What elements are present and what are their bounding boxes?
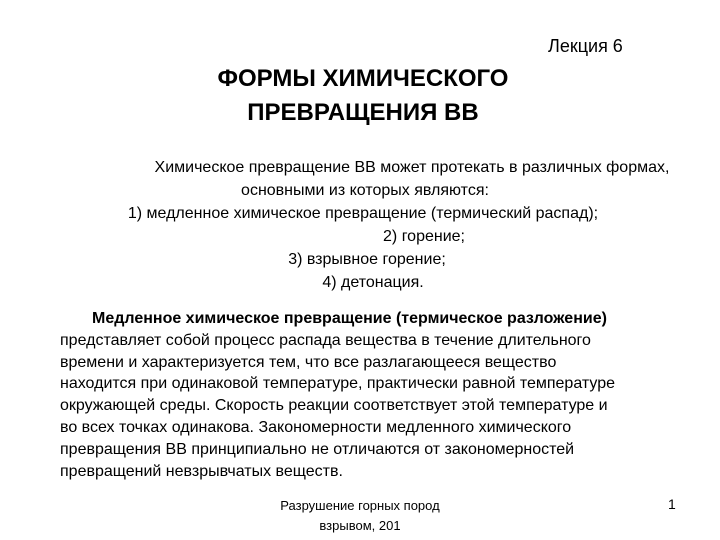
paragraph-line: превращений невзрывчатых веществ. bbox=[60, 462, 343, 480]
intro-line-1: Химическое превращение ВВ может протекать в различных формах, bbox=[154, 159, 670, 176]
intro-list-item-2: 2) горение; bbox=[383, 228, 465, 245]
lecture-label: Лекция 6 bbox=[548, 36, 623, 56]
paragraph-heading-line: Медленное химическое превращение (термическое разложение) bbox=[92, 310, 607, 327]
footer-line-2: взрывом, 201 bbox=[319, 518, 401, 533]
body-paragraph bbox=[60, 308, 690, 482]
slide-title-line-1: ФОРМЫ ХИМИЧЕСКОГО bbox=[217, 65, 509, 92]
intro-list-item-3: 3) взрывное горение; bbox=[288, 251, 446, 268]
intro-list-item-4: 4) детонация. bbox=[322, 274, 424, 291]
paragraph-line: находится при одинаковой температуре, практически равной температуре bbox=[60, 375, 615, 393]
paragraph-line: во всех точках одинакова. Закономерности медленного химического bbox=[60, 418, 572, 436]
footer-caption bbox=[240, 496, 480, 536]
intro-block bbox=[0, 156, 720, 294]
slide-title-line-2: ПРЕВРАЩЕНИЯ ВВ bbox=[247, 99, 479, 126]
slide-title bbox=[0, 62, 720, 130]
intro-line-2: основными из которых являются: bbox=[241, 182, 489, 199]
paragraph-line: представляет собой процесс распада вещества в течение длительного bbox=[60, 331, 591, 349]
paragraph-line: времени и характеризуется тем, что все разлагающееся вещество bbox=[60, 353, 557, 371]
page-number: 1 bbox=[668, 496, 676, 512]
footer-line-1: Разрушение горных пород bbox=[280, 498, 440, 513]
intro-list-item-1: 1) медленное химическое превращение (термический распад); bbox=[127, 205, 599, 222]
paragraph-line: окружающей среды. Скорость реакции соответствует этой температуре и bbox=[60, 397, 608, 415]
paragraph-line: превращения ВВ принципиально не отличаются от закономерностей bbox=[60, 440, 575, 458]
